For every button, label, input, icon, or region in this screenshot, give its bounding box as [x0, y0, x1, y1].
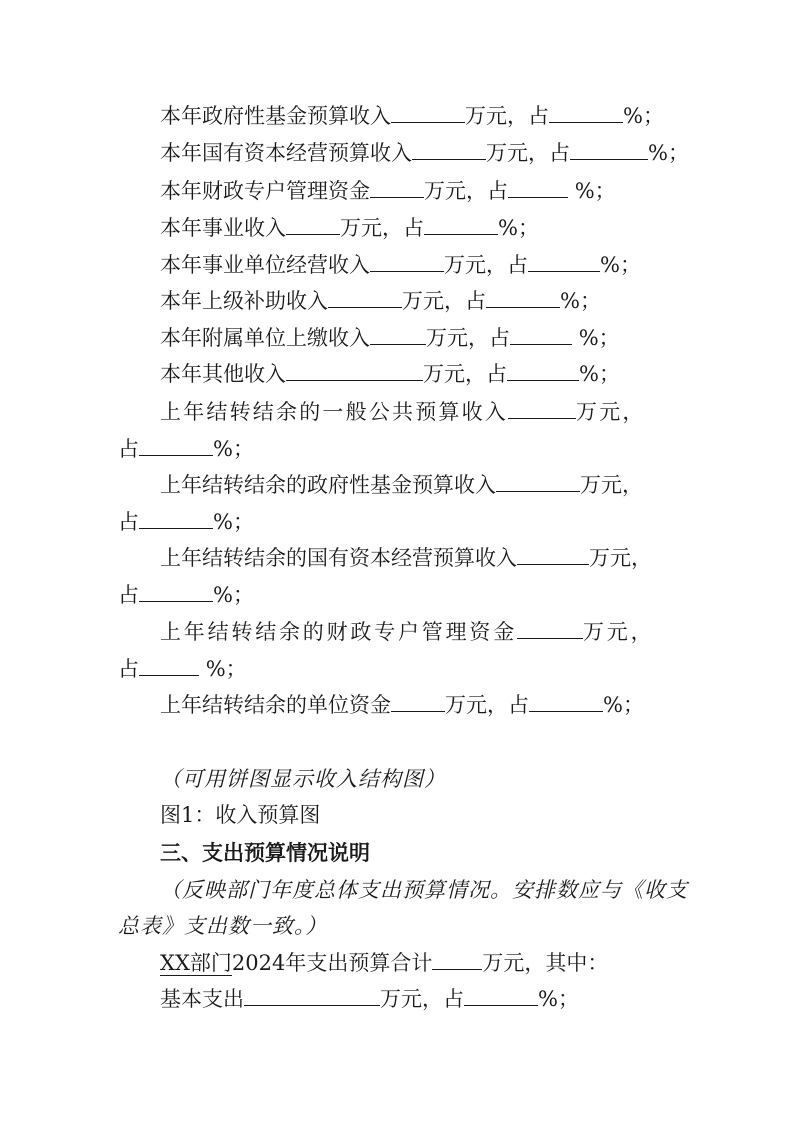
text-line: 上年结转结余的财政专户管理资金 万元， [160, 620, 655, 644]
line-label: 本年其他收入 [160, 362, 286, 386]
text-line: 上年结转结余的单位资金 万元，占 %； [160, 693, 644, 717]
blank-field[interactable] [486, 289, 560, 308]
blank-field[interactable] [508, 179, 568, 198]
blank-field[interactable] [139, 583, 213, 602]
blank-field[interactable] [528, 253, 600, 272]
text-line-continued: 占 %； [118, 437, 254, 461]
text-line: 上年结转结余的政府性基金预算收入 万元， [160, 473, 643, 497]
blank-field[interactable] [286, 362, 423, 381]
line-label: 本年事业单位经营收入 [160, 253, 370, 277]
blank-field[interactable] [139, 437, 213, 456]
line-label: 上年结转结余的单位资金 [160, 693, 391, 717]
line-label: 本年附属单位上缴收入 [160, 326, 370, 350]
blank-field[interactable] [244, 987, 380, 1006]
line-label: 上年结转结余的国有资本经营预算收入 [160, 546, 517, 570]
department-name: XX部门 [160, 951, 232, 975]
blank-field[interactable] [507, 362, 579, 381]
line-label: 本年国有资本经营预算收入 [160, 141, 412, 165]
blank-field[interactable] [328, 289, 402, 308]
text-line: 本年其他收入 万元，占 %； [160, 362, 620, 386]
basic-expenditure-line: 基本支出 万元，占 %； [160, 987, 579, 1011]
blank-field[interactable] [510, 326, 572, 345]
blank-field[interactable] [139, 510, 213, 529]
text-line-continued: 占 %； [118, 657, 247, 681]
blank-field[interactable] [391, 693, 445, 712]
expenditure-total-line: XX部门2024年支出预算合计 万元，其中： [160, 951, 609, 975]
blank-field[interactable] [370, 179, 424, 198]
blank-field[interactable] [370, 326, 426, 345]
blank-field[interactable] [496, 473, 580, 492]
blank-field[interactable] [570, 141, 648, 160]
blank-field[interactable] [464, 987, 538, 1006]
blank-field[interactable] [517, 620, 583, 639]
text-line: 本年事业收入 万元，占 %； [160, 216, 539, 240]
blank-field[interactable] [370, 253, 444, 272]
blank-field[interactable] [529, 693, 603, 712]
line-label: 本年上级补助收入 [160, 289, 328, 313]
section-note: （反映部门年度总体支出预算情况。安排数应与《收支 [160, 878, 688, 902]
text-line: 本年国有资本经营预算收入 万元，占 %； [160, 141, 689, 165]
blank-field[interactable] [549, 104, 623, 123]
blank-field[interactable] [432, 951, 482, 970]
blank-field[interactable] [286, 216, 340, 235]
text-line: 本年政府性基金预算收入 万元，占 %； [160, 104, 664, 128]
blank-field[interactable] [412, 141, 486, 160]
blank-field[interactable] [139, 657, 199, 676]
line-label: 本年财政专户管理资金 [160, 179, 370, 203]
blank-field[interactable] [508, 400, 576, 419]
pie-chart-note: （可用饼图显示收入结构图） [160, 767, 446, 791]
text-line: 本年事业单位经营收入 万元，占 %； [160, 253, 641, 277]
text-line-continued: 占 %； [118, 510, 254, 534]
line-label: 本年事业收入 [160, 216, 286, 240]
blank-field[interactable] [424, 216, 498, 235]
text-line: 上年结转结余的国有资本经营预算收入 万元， [160, 546, 652, 570]
line-label: 本年政府性基金预算收入 [160, 104, 391, 128]
section-heading: 三、支出预算情况说明 [160, 841, 370, 865]
line-label: 上年结转结余的财政专户管理资金 [160, 620, 517, 644]
text-line: 本年附属单位上缴收入 万元，占 %； [160, 326, 620, 350]
line-label: 基本支出 [160, 987, 244, 1011]
figure-caption: 图1：收入预算图 [160, 803, 321, 827]
line-label: 上年结转结余的一般公共预算收入 [160, 400, 508, 424]
text-line: 本年财政专户管理资金 万元，占 %； [160, 179, 616, 203]
text-line-continued: 占 %； [118, 583, 254, 607]
blank-field[interactable] [517, 546, 589, 565]
blank-field[interactable] [391, 104, 465, 123]
text-line: 本年上级补助收入 万元，占 %； [160, 289, 601, 313]
section-note-continued: 总表》支出数一致。） [118, 914, 328, 938]
line-label: 上年结转结余的政府性基金预算收入 [160, 473, 496, 497]
text-line: 上年结转结余的一般公共预算收入 万元， [160, 400, 646, 424]
